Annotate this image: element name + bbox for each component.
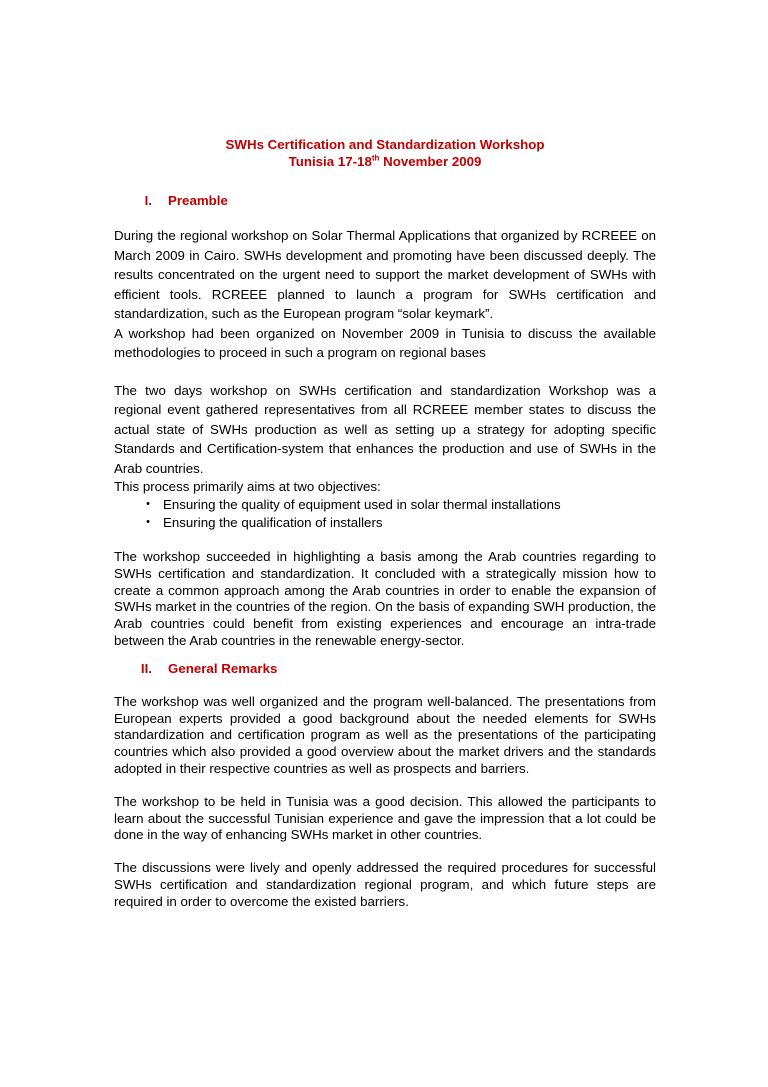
title-line-2-prefix: Tunisia 17-18 [288,154,372,169]
section-1-heading [114,192,656,210]
title-line-2-superscript: th [371,153,380,163]
spacer [114,531,656,549]
section-1-paragraph-3: The two days workshop on SWHs certification and standardization Workshop was a regional event gathered representatives from all RCREEE member states to discuss the actual state of SWHs production as well as setting up a strategy for adopting specific Standards and Certification-system that enhances the production and use of SWHs in the Arab countries. [114,382,656,476]
section-1-paragraph-5: The workshop succeeded in highlighting a basis among the Arab countries regarding to SWHs certification and standardization. It concluded with a strategically mission how to create a common approach among the Arab countries in order to enable the expansion of SWHs market in the countries of the region. On the basis of expanding SWH production, the Arab countries could benefit from existing experiences and encourage an intra-trade between the Arab countries in the renewable energy-sector. [114,549,656,648]
section-1-title: Preamble [168,193,228,208]
bullet-icon: • [146,515,150,528]
section-2-paragraph-3: The discussions were lively and openly addressed the required procedures for successful SWHs certification and standardization regional program, and which future steps are required in order to overcome the existed barriers. [114,860,656,909]
list-item [114,496,656,514]
section-2-number: II. [140,660,152,676]
spacer [114,363,656,381]
document-page [114,136,656,911]
spacer [114,778,656,794]
list-item-text: Ensuring the qualification of installers [163,514,383,530]
title-line-2-suffix: November 2009 [379,154,482,169]
document-title [114,136,656,170]
title-line-1: SWHs Certification and Standardization Workshop [225,137,545,152]
section-1-paragraph-1: During the regional workshop on Solar Thermal Applications that organized by RCREEE on March 2009 in Cairo. SWHs development and promoting have been discussed deeply. The results concentrated on the urgent need to support the market development of SWHs with efficient tools. RCREEE planned to launch a program for SWHs certification and standardization, such as the European program “solar keymark”. [114,228,656,321]
list-item-text: Ensuring the quality of equipment used in solar thermal installations [163,497,561,512]
bullet-icon: • [146,498,150,510]
objectives-list [114,496,656,531]
spacer [114,844,656,860]
section-1-paragraph-4: This process primarily aims at two objectives: [114,479,381,494]
section-1-number: I. [144,193,152,208]
section-1-paragraph-2: A workshop had been organized on November 2009 in Tunisia to discuss the available methodologies to proceed in such a program on regional bases [114,325,656,360]
list-item [114,514,656,532]
section-2-title: General Remarks [168,660,278,676]
section-2-paragraph-2: The workshop to be held in Tunisia was a good decision. This allowed the participants to learn about the successful Tunisian experience and gave the impression that a lot could be done in the way of enhancing SWHs market in other countries. [114,793,656,843]
section-2-paragraph-1: The workshop was well organized and the program well-balanced. The presentations from European experts provided a good background about the needed elements for SWHs standardization and certification program as well as the presentations of the participating countries which also provided a good overview about the market drivers and the standards adopted in their respective countries as well as prospects and barriers. [114,693,656,776]
title-line-2 [114,153,656,170]
section-2-heading [114,660,656,678]
